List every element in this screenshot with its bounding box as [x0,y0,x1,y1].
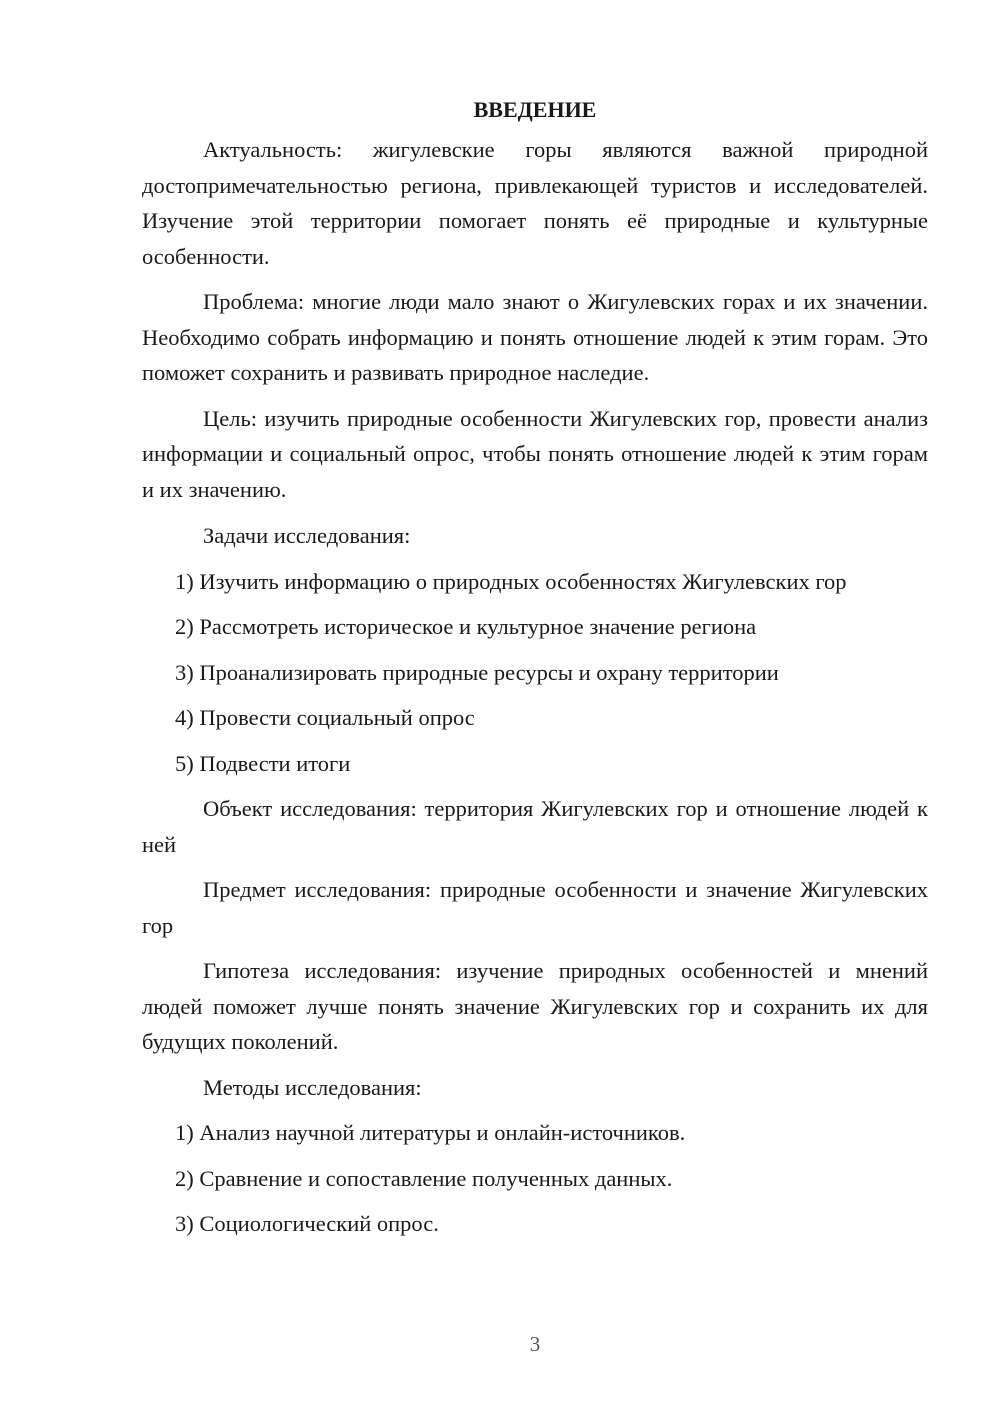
methods-label: Методы исследования: [203,1074,422,1100]
method-item-2: 2) Сравнение и сопоставление полученных данных. [175,1165,673,1191]
page-title: ВВЕДЕНИЕ [473,97,597,122]
task-item-5: 5) Подвести итоги [175,750,351,776]
task-item-2: 2) Рассмотреть историческое и культурное значение региона [175,614,757,639]
task-item-1: 1) Изучить информацию о природных особенностях Жигулевских гор [175,568,847,594]
task-item-3: 3) Проанализировать природные ресурсы и охрану территории [175,659,779,685]
subject-paragraph: Предмет исследования: природные особенности и значение Жигулевских гор [142,877,928,938]
object-paragraph: Объект исследования: территория Жигулевских гор и отношение людей к ней [142,796,928,857]
method-item-1: 1) Анализ научной литературы и онлайн-источников. [175,1120,686,1145]
tasks-label: Задачи исследования: [203,523,411,548]
task-item-4: 4) Провести социальный опрос [175,705,475,730]
document-page [142,90,928,1242]
hypothesis-paragraph: Гипотеза исследования: изучение природных особенностей и мнений людей поможет лучше понять значение Жигулевских гор и сохранить их для будущих поколений. [142,958,928,1054]
goal-paragraph: Цель: изучить природные особенности Жигулевских гор, провести анализ информации и социальный опрос, чтобы понять отношение людей к этим горам и их значению. [142,405,928,502]
problem-paragraph: Проблема: многие люди мало знают о Жигулевских горах и их значении. Необходимо собрать информацию и понять отношение людей к этим горам. Это поможет сохранить и развивать природное наследие. [142,289,928,385]
method-item-3: 3) Социологический опрос. [175,1211,439,1236]
page-number: 3 [529,1332,541,1356]
relevance-paragraph: Актуальность: жигулевские горы являются важной природной достопримечательностью региона, привлекающей туристов и исследователей. Изучение этой территории помогает понять её природные и культурные особенности. [142,137,928,269]
